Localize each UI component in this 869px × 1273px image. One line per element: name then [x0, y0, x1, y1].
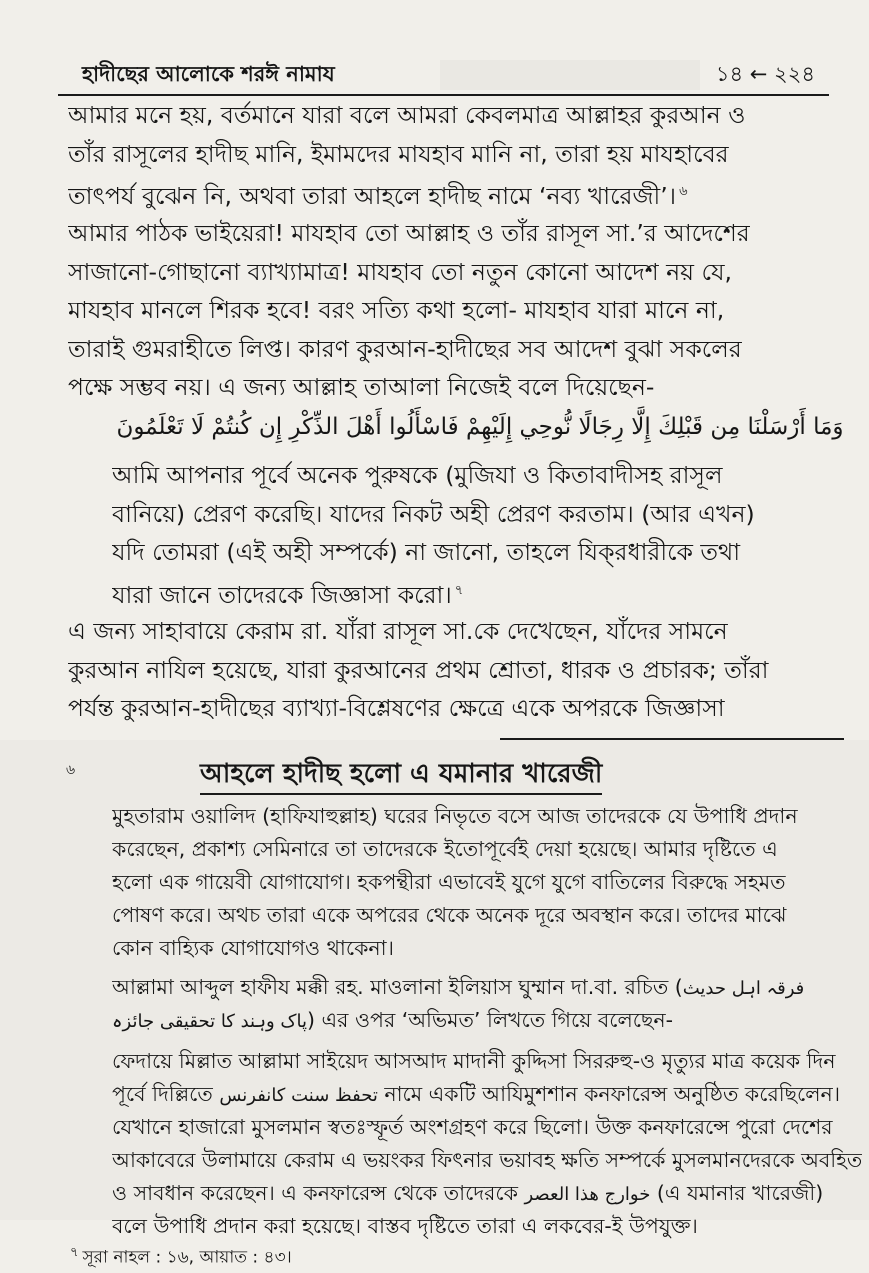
footnote-ref-6[interactable]: ৬ [679, 184, 688, 199]
text-line: তারাই গুমরাহীতে লিপ্ত। কারণ কুরআন-হাদীছের সব আদেশ বুঝা সকলের [68, 334, 742, 363]
text-line: কুরআন নাযিল হয়েছে, যারা কুরআনের প্রথম শ্রোতা, ধারক ও প্রচারক; তাঁরা [68, 655, 769, 684]
footnote-text: নামে একটি আযিমুশশান কনফারেন্স অনুষ্ঠিত করেছিলেন। [384, 1082, 841, 1106]
text-line: তাঁর রাসূলের হাদীছ মানি, ইমামদের মাযহাব মানি না, তারা হয় মাযহাবের [68, 139, 729, 168]
footnote-line [112, 1177, 862, 1210]
footnote-6-heading: আহলে হাদীছ হলো এ যমানার খারেজী [200, 757, 602, 795]
footnote-line: করেছেন, প্রকাশ্য সেমিনারে তা তাদেরকে ইতোপূর্বেই দেয়া হয়েছে। আমার দৃষ্টিতে এ [112, 837, 778, 861]
text-line: সাজানো-গোছানো ব্যাখ্যামাত্র! মাযহাব তো নতুন কোনো আদেশ নয় যে, [68, 257, 733, 286]
footnote-text: ) এর ওপর ‘অভিমত’ লিখতে গিয়ে বলেছেন- [307, 1008, 674, 1032]
footnote-line: মুহতারাম ওয়ালিদ (হাফিযাহুল্লাহ) ঘরের নিভৃতে বসে আজ তাদেরকে যে উপাধি প্রদান [112, 804, 798, 828]
text-line: আমি আপনার পূর্বে অনেক পুরুষকে (মুজিযা ও কিতাবাদীসহ রাসূল [112, 461, 723, 489]
footnote-text: ও সাবধান করেছেন। এ কনফারেন্স থেকে তাদেরকে [112, 1181, 518, 1205]
footnote-ref-7[interactable]: ৭ [454, 582, 464, 598]
paragraph-3 [68, 612, 769, 728]
text-line-content: তাৎপর্য বুঝেন নি, অথবা তারা আহলে হাদীছ নামে ‘নব্য খারেজী’। [68, 181, 677, 210]
page-number: ১৪ ← ২২৪ [715, 62, 815, 86]
footnote-6-para-2 [112, 971, 804, 1037]
footnote-6-marker: ৬ [66, 762, 76, 778]
text-line: মাযহাব মানলে শিরক হবে! বরং সত্যি কথা হলো- মাযহাব যারা মানে না, [68, 296, 725, 324]
footnote-line: আকাবেরে উলামায়ে কেরাম এ ভয়ংকর ফিৎনার ভয়াবহ ক্ষতি সম্পর্কে মুসলমানদেরকে অবহিত [112, 1148, 863, 1172]
book-subtitle-arabic: پاک وہند کا تحقیقی جائزہ [112, 1011, 308, 1032]
text-line: বানিয়ে) প্রেরণ করেছি। যাদের নিকট অহী প্রেরণ করতাম। (আর এখন) [112, 499, 755, 528]
running-header [58, 54, 829, 96]
footnote-text: আল্লামা আব্দুল হাফীয মক্কী রহ. মাওলানা ইলিয়াস ঘুম্মান দা.বা. রচিত ( [112, 975, 683, 999]
text-line: আমার পাঠক ভাইয়েরা! মাযহাব তো আল্লাহ ও তাঁর রাসূল সা.’র আদেশের [68, 219, 750, 247]
footnote-7-marker: ৭ [70, 1245, 79, 1260]
footnote-line: হলো এক গায়েবী যোগাযোগ। হকপন্থীরা এভাবেই যুগে যুগে বাতিলের বিরুদ্ধে সহমত [112, 870, 786, 894]
footnote-line [112, 1078, 862, 1111]
footnote-6-para-3 [112, 1045, 862, 1243]
footnote-line: ফেদায়ে মিল্লাত আল্লামা সাইয়েদ আসআদ মাদানী কুদ্দিসা সিররুহু-ও মৃত্যুর মাত্র কয়েক দিন [112, 1049, 836, 1073]
khawarij-arabic: خوارج هذا العصر [524, 1184, 651, 1205]
text-line [112, 572, 755, 611]
footnote-line: বলে উপাধি প্রদান করা হয়েছে। বাস্তব দৃষ্টিতে তারা এ লকবের-ই উপযুক্ত। [112, 1214, 698, 1238]
footnote-6-para-1 [112, 800, 798, 965]
text-line: এ জন্য সাহাবায়ে কেরাম রা. যাঁরা রাসূল সা.কে দেখেছেন, যাঁদের সামনে [68, 617, 728, 645]
footnote-line: কোন বাহ্যিক যোগাযোগও থাকেনা। [112, 936, 394, 960]
footnote-text: (এ যমানার খারেজী) [656, 1181, 824, 1205]
paragraph-1 [68, 96, 745, 212]
text-line-content: যারা জানে তাদেরকে জিজ্ঞাসা করো। [112, 580, 452, 609]
text-line: আমার মনে হয়, বর্তমানে যারা বলে আমরা কেবলমাত্র আল্লাহর কুরআন ও [68, 101, 746, 129]
text-line: পক্ষে সম্ভব নয়। এ জন্য আল্লাহ তাআলা নিজেই বলে দিয়েছেন- [68, 373, 655, 401]
footnote-text: পূর্বে দিল্লিতে [112, 1082, 213, 1106]
footnote-7-text: সূরা নাহল : ১৬, আয়াত : ৪৩। [82, 1247, 292, 1268]
footnote-separator [500, 738, 844, 740]
text-line [68, 173, 745, 212]
footnote-line [112, 1004, 804, 1037]
verse-translation [112, 456, 755, 610]
paragraph-2 [68, 214, 750, 407]
footnote-7 [70, 1243, 292, 1273]
book-title-arabic: فرقہ اہل حدیث [682, 978, 805, 999]
text-line: যদি তোমরা (এই অহী সম্পর্কে) না জানো, তাহলে যিক্‌রধারীকে তথা [112, 538, 741, 566]
conference-name-arabic: تحفظ سنت کانفرنس [219, 1085, 378, 1106]
footnote-line [112, 971, 804, 1004]
footnote-line: যেখানে হাজারো মুসলমান স্বতঃস্ফূর্ত অংশগ্রহণ করে ছিলো। উক্ত কনফারেন্সে পুরো দেশের [112, 1115, 833, 1139]
footnote-line: পোষণ করে। অথচ তারা একে অপরের থেকে অনেক দূরে অবস্থান করে। তাদের মাঝে [112, 903, 787, 927]
text-line: পর্যন্ত কুরআন-হাদীছের ব্যাখ্যা-বিশ্লেষণের ক্ষেত্রে একে অপরকে জিজ্ঞাসা [68, 694, 725, 722]
quran-verse: وَمَا أَرْسَلْنَا مِن قَبْلِكَ إِلَّا رِجَالًا نُّوحِي إِلَيْهِمْ فَاسْأَلُوا أَهْلَ الذِّكْرِ إِن كُنتُمْ لَا تَعْلَمُونَ [116, 414, 844, 440]
running-title: হাদীছের আলোকে শরঈ নামায [82, 62, 335, 86]
